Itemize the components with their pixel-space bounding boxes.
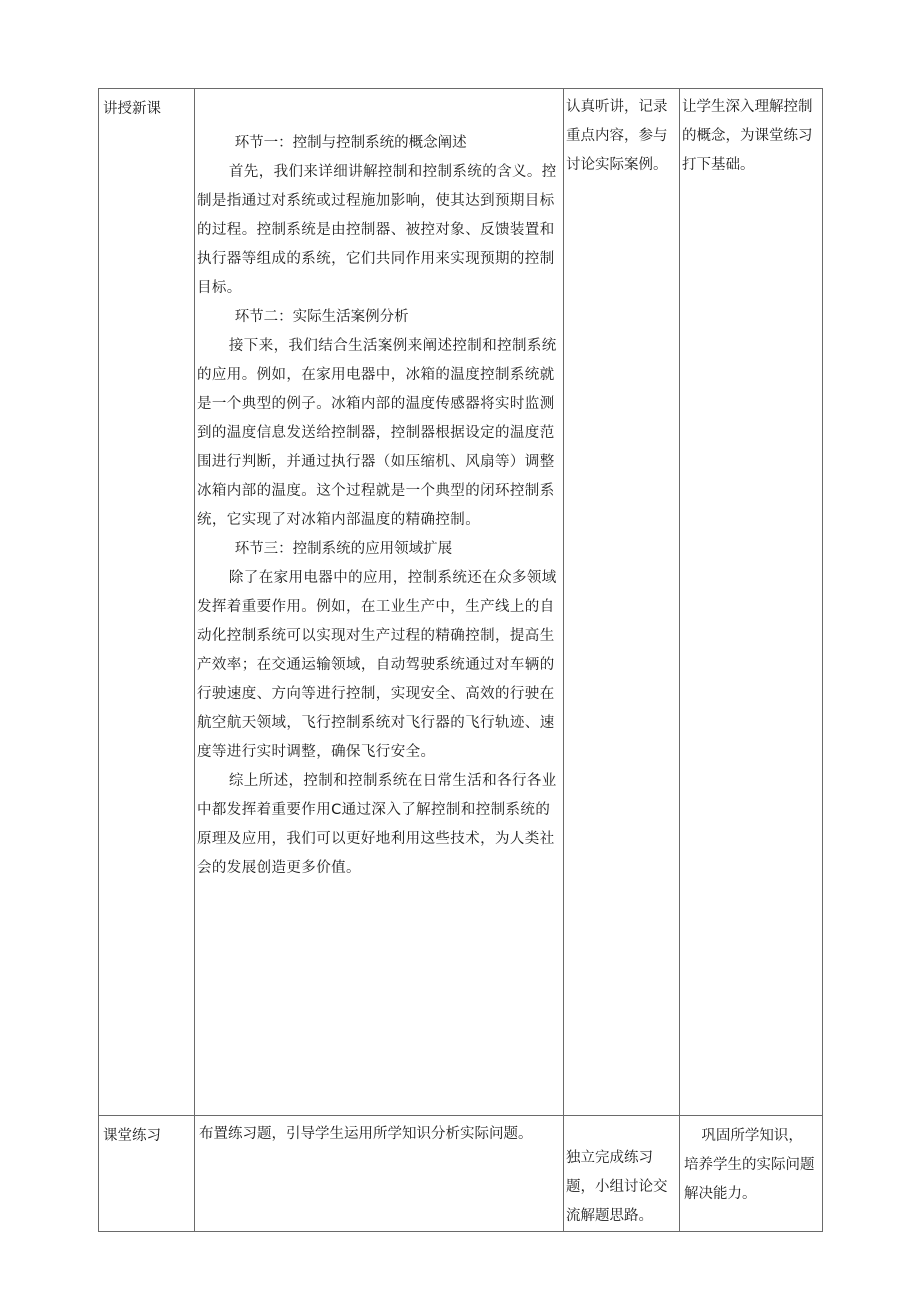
stage-label: 讲授新课 xyxy=(103,101,161,117)
design-intent-cell xyxy=(680,89,823,1116)
student-activity-cell xyxy=(564,1116,680,1232)
design-intent-text: 让学生深入理解控制的概念，为课堂练习打下基础。 xyxy=(682,99,813,173)
student-activity-cell xyxy=(564,89,680,1116)
lecture-content xyxy=(195,89,563,883)
design-intent-cell xyxy=(680,1116,823,1232)
section-heading: 环节三：控制系统的应用领域扩展 xyxy=(234,541,453,557)
table-row xyxy=(99,1116,823,1232)
stage-cell xyxy=(99,89,195,1116)
paragraph: 除了在家用电器中的应用，控制系统还在众多领域发挥着重要作用。例如，在工业生产中，生产线上的自动化控制系统可以实现对生产过程的精确控制，提高生产效率；在交通运输领域，自动驾驶系统通过对车辆的行驶速度、方向等进行控制，实现安全、高效的行驶在航空航天领域，飞行控制系统对飞行器的飞行轨迹、速度等进行实时调整，确保飞行安全。 xyxy=(197,570,557,760)
table-row xyxy=(99,89,823,1116)
section-heading: 环节一：控制与控制系统的概念阐述 xyxy=(234,135,467,151)
content-cell xyxy=(195,89,564,1116)
paragraph: 接下来，我们结合生活案例来阐述控制和控制系统的应用。例如，在家用电器中，冰箱的温度控制系统就是一个典型的例子。冰箱内部的温度传感器将实时监测到的温度信息发送给控制器，控制器根据设定的温度范围进行判断，并通过执行器（如压缩机、风扇等）调整冰箱内部的温度。这个过程就是一个典型的闭环控制系统，它实现了对冰箱内部温度的精确控制。 xyxy=(197,338,557,528)
student-activity-text: 认真听讲，记录重点内容，参与讨论实际案例。 xyxy=(566,99,668,173)
paragraph: 首先，我们来详细讲解控制和控制系统的含义。控制是指通过对系统或过程施加影响，使其达到预期目标的过程。控制系统是由控制器、被控对象、反馈装置和执行器等组成的系统，它们共同作用来实现预期的控制目标。 xyxy=(197,164,557,296)
stage-cell xyxy=(99,1116,195,1232)
paragraph: 综上所述，控制和控制系统在日常生活和各行各业中都发挥着重要作用C通过深入了解控制和控制系统的原理及应用，我们可以更好地利用这些技术，为人类社会的发展创造更多价值。 xyxy=(197,773,557,876)
design-intent-line: 巩固所学知识， xyxy=(701,1128,803,1144)
teacher-activity-text: 布置练习题，引导学生运用所学知识分析实际问题。 xyxy=(199,1126,533,1142)
design-intent-line: 培养学生的实际问题解决能力。 xyxy=(684,1157,815,1202)
student-activity-text: 独立完成练习题，小组讨论交流解题思路。 xyxy=(566,1150,668,1224)
lesson-plan-table xyxy=(98,88,823,1232)
teacher-activity-cell xyxy=(195,1116,564,1232)
section-heading: 环节二：实际生活案例分析 xyxy=(234,309,409,325)
stage-label: 课堂练习 xyxy=(103,1128,161,1144)
design-intent-text xyxy=(680,1116,822,1209)
